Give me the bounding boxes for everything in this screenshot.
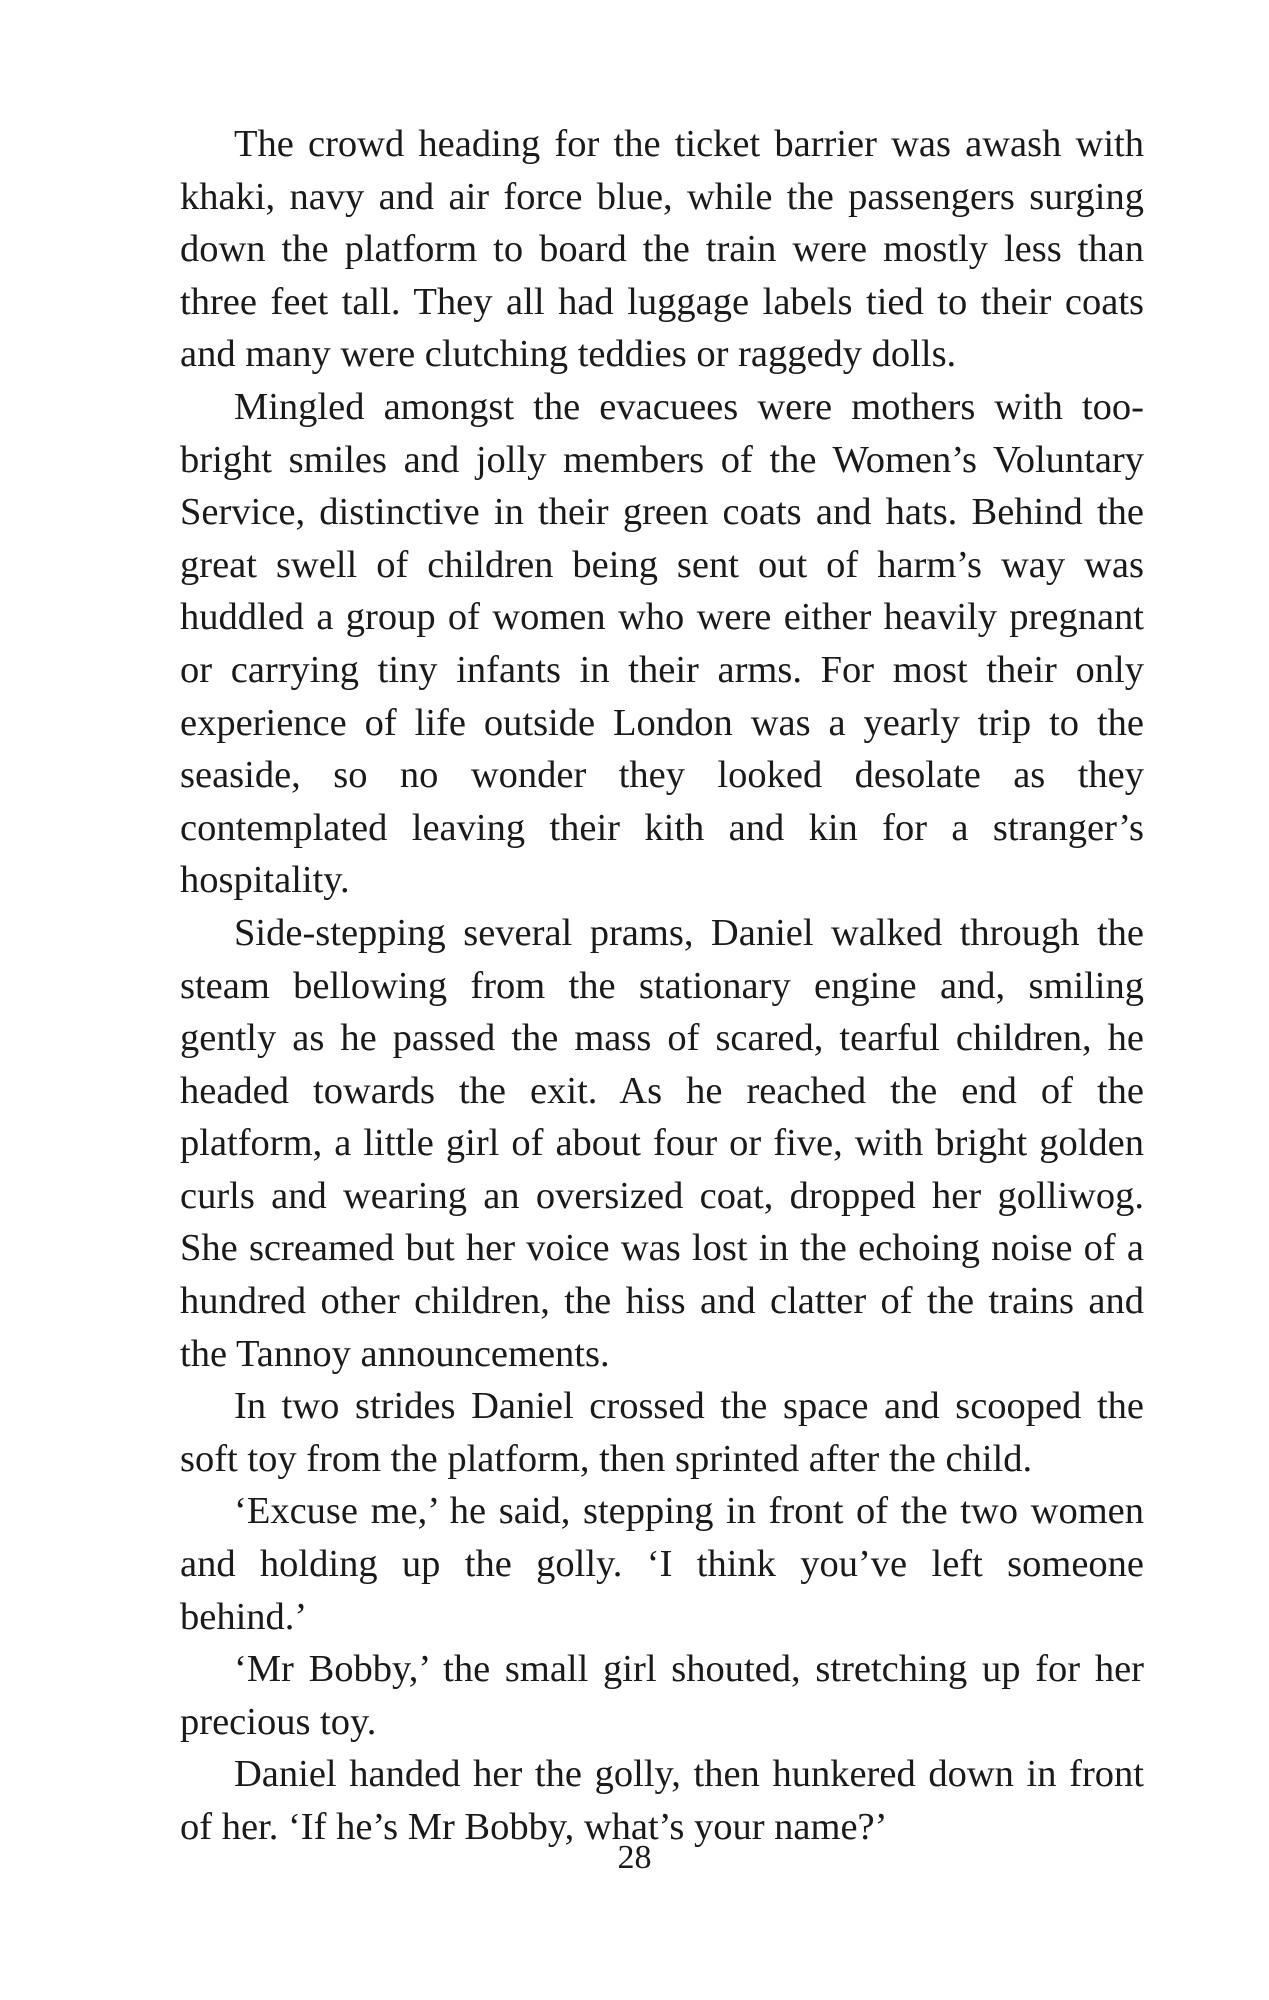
body-text <box>180 118 1144 1854</box>
paragraph-5: ‘Excuse me,’ he said, stepping in front of the two women and holding up the golly. ‘I think you’ve left someone behind.’ <box>180 1490 1144 1638</box>
paragraph-6: ‘Mr Bobby,’ the small girl shouted, stretching up for her precious toy. <box>180 1648 1144 1743</box>
paragraph-4: In two strides Daniel crossed the space and scooped the soft toy from the platform, then sprinted after the child. <box>180 1385 1144 1480</box>
paragraph-2: Mingled amongst the evacuees were mothers with too-bright smiles and jolly members of the Women’s Voluntary Service, distinctive in their green coats and hats. Behind the great swell of children being sent out of harm’s way was huddled a group of women who were either heavily pregnant or carrying tiny infants in their arms. For most their only experience of life outside London was a yearly trip to the seaside, so no wonder they looked desolate as they contemplated leaving their kith and kin for a stranger’s hospitality. <box>180 385 1144 902</box>
paragraph-3: Side-stepping several prams, Daniel walked through the steam bellowing from the stationary engine and, smiling gently as he passed the mass of scared, tearful children, he headed towards the exit. As he reached the end of the platform, a little girl of about four or five, with bright golden curls and wearing an oversized coat, dropped her golliwog. She screamed but her voice was lost in the echoing noise of a hundred other children, the hiss and clatter of the trains and the Tannoy announcements. <box>180 911 1144 1375</box>
paragraph-7: Daniel handed her the golly, then hunkered down in front of her. ‘If he’s Mr Bobby, what’s your name?’ <box>180 1753 1144 1848</box>
paragraph-1: The crowd heading for the ticket barrier was awash with khaki, navy and air force blue, while the passengers surging down the platform to board the train were mostly less than three feet tall. They all had luggage labels tied to their coats and many were clutching teddies or raggedy dolls. <box>180 123 1144 376</box>
page-number: 28 <box>617 1839 652 1876</box>
